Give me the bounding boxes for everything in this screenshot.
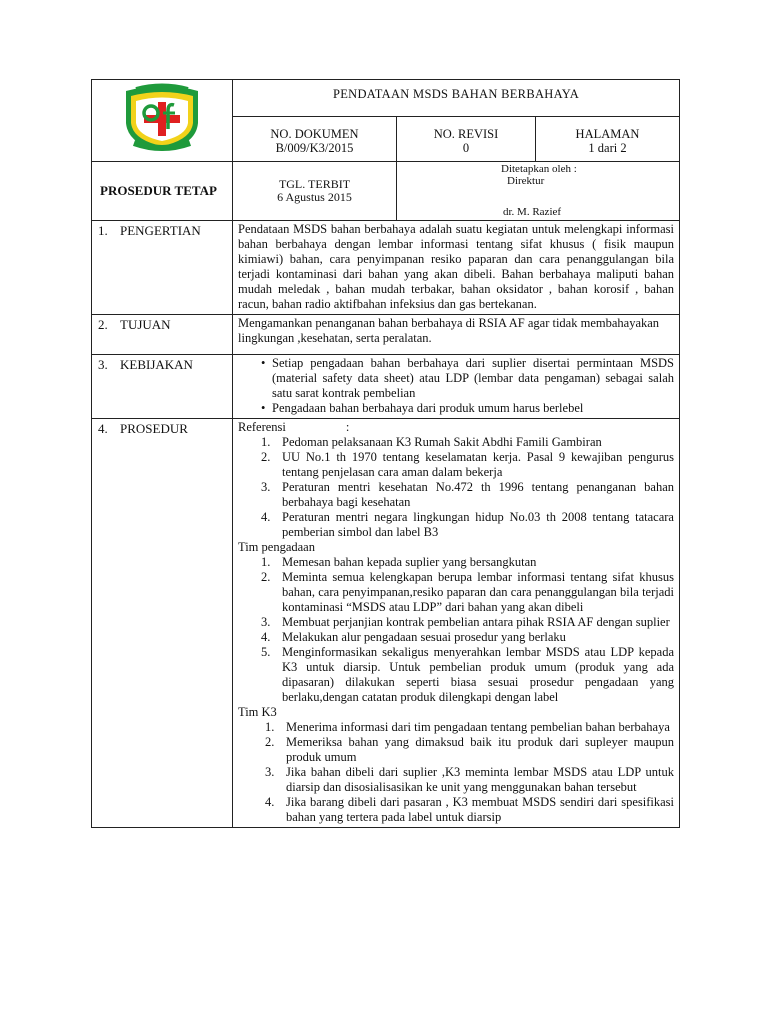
- tgl-terbit-cell: [233, 162, 397, 221]
- section-tujuan-label: [92, 315, 233, 355]
- list-item: [261, 630, 674, 645]
- tim-pengadaan-list: [238, 555, 674, 705]
- list-item: [261, 435, 674, 450]
- halaman-label: HALAMAN: [575, 127, 640, 141]
- item-number: 2.: [265, 735, 275, 749]
- halaman-value: 1 dari 2: [588, 141, 627, 155]
- list-item: [261, 570, 674, 615]
- tgl-terbit-value: 6 Agustus 2015: [277, 190, 352, 204]
- tim-k3-list: [238, 720, 674, 825]
- item-text: Memeriksa bahan yang dimaksud baik itu produk dari supleyer maupun produk umum: [286, 735, 674, 764]
- no-revisi-value: 0: [462, 141, 470, 155]
- ditetapkan-label: Ditetapkan oleh :: [501, 163, 577, 175]
- kebijakan-item: • Setiap pengadaan bahan berbahaya dari suplier disertai permintaan MSDS (material safety data sheet) atau LDP (lembar data pengaman) sebagai salah satu sarat kontrak pembelian: [272, 356, 674, 401]
- ditetapkan-role: Direktur: [507, 175, 545, 187]
- item-number: 2.: [261, 570, 271, 584]
- item-number: 4.: [261, 630, 271, 644]
- item-number: 1.: [261, 555, 271, 569]
- item-number: 1.: [265, 720, 275, 734]
- section-prosedur-content: [233, 419, 680, 828]
- section-kebijakan-label: [92, 355, 233, 419]
- item-number: 2.: [261, 450, 271, 464]
- section-label: PROSEDUR: [120, 421, 188, 436]
- ditetapkan-name: dr. M. Razief: [503, 206, 562, 218]
- logo-cell: [92, 80, 233, 162]
- list-item: [261, 450, 674, 480]
- referensi-label: Referensi: [238, 420, 286, 434]
- section-prosedur-label: [92, 419, 233, 828]
- item-number: 3.: [261, 615, 271, 629]
- sop-table: [91, 79, 680, 828]
- tim-pengadaan-heading: Tim pengadaan: [238, 540, 315, 554]
- no-dokumen-cell: [233, 117, 397, 162]
- kebijakan-list: [238, 356, 674, 416]
- section-pengertian-label: [92, 221, 233, 315]
- document-title: PENDATAAN MSDS BAHAN BERBAHAYA: [233, 80, 680, 117]
- item-text: Menerima informasi dari tim pengadaan tentang pembelian bahan berbahaya: [286, 720, 670, 734]
- item-text: Jika barang dibeli dari pasaran , K3 membuat MSDS sendiri dari spesifikasi bahan yang tertera pada label untuk diarsip: [286, 795, 674, 824]
- item-text: Melakukan alur pengadaan sesuai prosedur yang berlaku: [282, 630, 566, 644]
- kebijakan-item: • Pengadaan bahan berbahaya dari produk umum harus berlebel: [272, 401, 674, 416]
- section-number: 1.: [98, 223, 108, 238]
- item-text: Meminta semua kelengkapan berupa lembar informasi tentang sifat khusus bahan, cara penyimpanan,resiko paparan dan cara penanggulangan bila terjadi kontaminasi “MSDS atau LDP” dari bahan yang akan dibeli: [282, 570, 674, 614]
- item-number: 4.: [261, 510, 271, 524]
- section-tujuan-content: [233, 315, 680, 355]
- item-text: Jika bahan dibeli dari suplier ,K3 meminta lembar MSDS atau LDP untuk diarsip dan disosialisasikan ke unit yang menggunakan bahan tersebut: [286, 765, 674, 794]
- halaman-cell: [536, 117, 680, 162]
- item-number: 4.: [265, 795, 275, 809]
- prosedur-tetap-label: PROSEDUR TETAP: [92, 162, 233, 221]
- item-number: 3.: [261, 480, 271, 494]
- list-item: [261, 555, 674, 570]
- list-item: [265, 735, 674, 765]
- section-number: 4.: [98, 421, 108, 436]
- list-item: [265, 765, 674, 795]
- item-text: Pedoman pelaksanaan K3 Rumah Sakit Abdhi Famili Gambiran: [282, 435, 602, 449]
- tujuan-text: Mengamankan penanganan bahan berbahaya di RSIA AF agar tidak membahayakan lingkungan ,kesehatan, serta peralatan.: [238, 316, 660, 345]
- item-text: Menginformasikan sekaligus menyerahkan lembar MSDS atau LDP kepada K3 untuk diarsip. Untuk pembelian produk umum (produk yang ada dipasaran) dilakukan seperti biasa sesuai prosedur pengadaan yang berlaku,dengan catatan produk dilengkapi dengan label: [282, 645, 674, 704]
- item-number: 1.: [261, 435, 271, 449]
- no-revisi-label: NO. REVISI: [433, 127, 499, 141]
- referensi-heading: [238, 420, 674, 435]
- section-kebijakan-content: [233, 355, 680, 419]
- list-item: [265, 720, 674, 735]
- item-text: Membuat perjanjian kontrak pembelian antara pihak RSIA AF dengan suplier: [282, 615, 670, 629]
- list-item: [261, 615, 674, 630]
- tgl-terbit-label: TGL. TERBIT: [278, 177, 351, 191]
- list-item: [265, 795, 674, 825]
- list-item: [261, 480, 674, 510]
- no-dokumen-value: B/009/K3/2015: [275, 141, 354, 155]
- item-text: Memesan bahan kepada suplier yang bersangkutan: [282, 555, 537, 569]
- list-item: [261, 510, 674, 540]
- tim-k3-heading: Tim K3: [238, 705, 277, 719]
- section-number: 3.: [98, 357, 108, 372]
- pengertian-text: Pendataan MSDS bahan berbahaya adalah suatu kegiatan untuk melengkapi informasi bahan berbahaya dengan lembar informasi tentang sifat khusus ( fisik maupun kimiawi) bahan, cara penyimpanan resiko paparan dan cara penanggulangan bila terjadi kontaminasi dari bahan yang akan dibeli. Bahan berbahaya maliputi bahan mudah meledak , bahan mudah terbakar, bahan oksidator , bahan korosif , bahan racun, bahan radio aktifbahan infeksius dan gas bertekanan.: [238, 222, 674, 311]
- referensi-colon: :: [345, 420, 350, 434]
- item-text: Peraturan mentri kesehatan No.472 th 1996 tentang penanganan bahan berbahaya bagi kesehatan: [282, 480, 674, 509]
- item-number: 5.: [261, 645, 271, 659]
- item-text: UU No.1 th 1970 tentang keselamatan kerja. Pasal 9 kewajiban pengurus tentang penjelasan cara aman dalam bekerja: [282, 450, 674, 479]
- list-item: [261, 645, 674, 705]
- section-number: 2.: [98, 317, 108, 332]
- item-text: Peraturan mentri negara lingkungan hidup No.03 th 2008 tentang tatacara pemberian simbol dan label B3: [282, 510, 674, 539]
- no-revisi-cell: [397, 117, 536, 162]
- ditetapkan-cell: [397, 162, 680, 221]
- section-label: TUJUAN: [120, 317, 171, 332]
- item-number: 3.: [265, 765, 275, 779]
- sop-document: [91, 79, 679, 828]
- hospital-logo-icon: [118, 83, 206, 153]
- referensi-list: [238, 435, 674, 540]
- section-pengertian-content: [233, 221, 680, 315]
- section-label: PENGERTIAN: [120, 223, 201, 238]
- section-label: KEBIJAKAN: [120, 357, 193, 372]
- no-dokumen-label: NO. DOKUMEN: [270, 127, 359, 141]
